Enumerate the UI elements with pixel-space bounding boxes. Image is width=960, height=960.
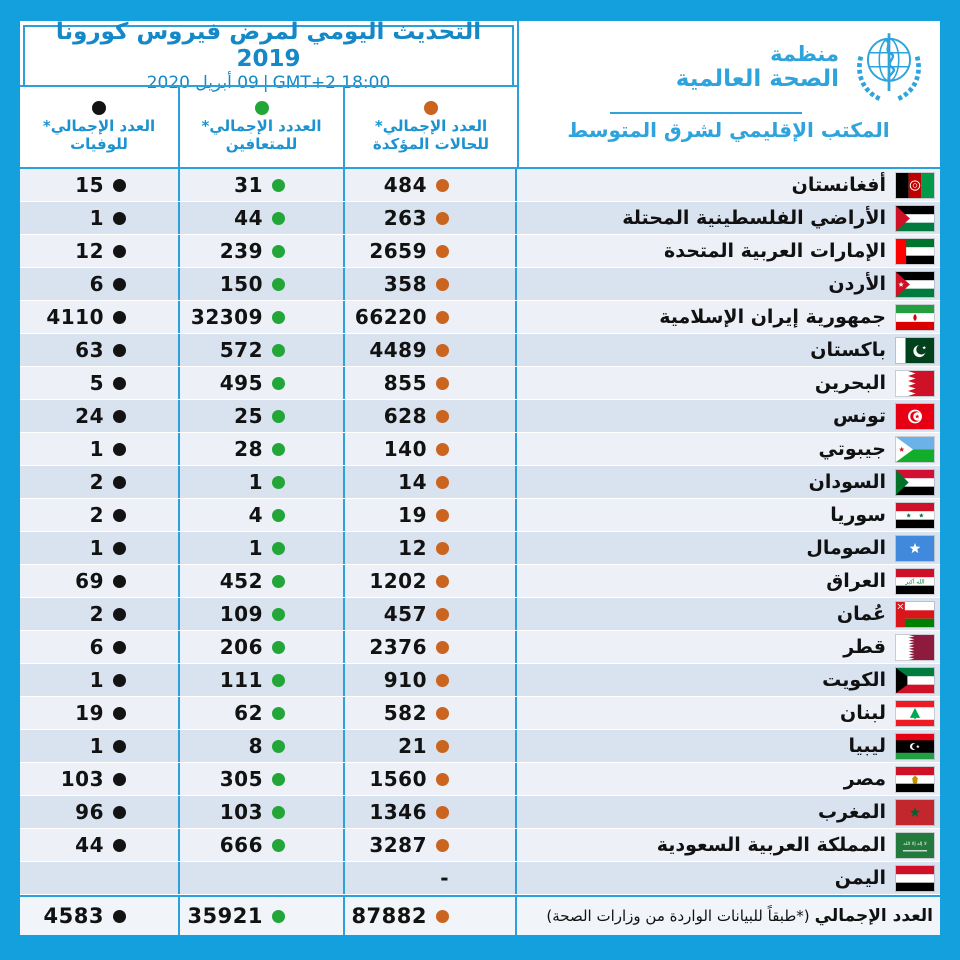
table-row <box>20 169 940 202</box>
country-name: ليبيا <box>848 735 886 757</box>
country-flag-icon <box>896 635 934 660</box>
country-flag-icon <box>896 470 934 495</box>
deaths-dot-icon <box>113 443 126 456</box>
confirmed-value: 14 <box>345 466 517 498</box>
infographic <box>20 21 940 935</box>
recovered-dot-icon <box>272 641 285 654</box>
country-cell <box>517 367 940 399</box>
deaths-dot-icon <box>113 575 126 588</box>
recovered-value: 1 <box>180 466 345 498</box>
top-left-section <box>20 21 517 169</box>
country-cell <box>517 532 940 564</box>
recovered-dot-icon <box>272 377 285 390</box>
deaths-value: 63 <box>20 334 180 366</box>
deaths-dot-icon <box>113 839 126 852</box>
deaths-dot-icon <box>113 179 126 192</box>
country-cell <box>517 169 940 201</box>
deaths-value: 4583 <box>20 897 180 935</box>
deaths-dot-icon <box>113 509 126 522</box>
who-org-name: منظمة الصحة العالمية <box>675 41 839 92</box>
total-row <box>20 895 940 935</box>
column-header-recovered: العددد الإجمالي* للمتعافين <box>180 87 345 169</box>
confirmed-value: 628 <box>345 400 517 432</box>
table-row <box>20 829 940 862</box>
recovered-value: 25 <box>180 400 345 432</box>
deaths-value: 1 <box>20 532 180 564</box>
recovered-dot-icon <box>272 509 285 522</box>
table-row <box>20 400 940 433</box>
recovered-value: 1 <box>180 532 345 564</box>
country-flag-icon <box>896 536 934 561</box>
country-cell <box>517 829 940 861</box>
recovered-value: 109 <box>180 598 345 630</box>
deaths-dot-icon <box>113 344 126 357</box>
confirmed-value: 855 <box>345 367 517 399</box>
table-row <box>20 631 940 664</box>
table-row <box>20 532 940 565</box>
country-name: العراق <box>826 570 886 592</box>
recovered-dot-icon <box>272 476 285 489</box>
deaths-value: 6 <box>20 631 180 663</box>
table-row <box>20 367 940 400</box>
confirmed-dot-icon <box>436 245 449 258</box>
confirmed-dot-icon <box>436 910 449 923</box>
confirmed-dot-icon <box>436 707 449 720</box>
country-cell <box>517 598 940 630</box>
country-cell <box>517 862 940 894</box>
confirmed-value: 1346 <box>345 796 517 828</box>
recovered-value: 4 <box>180 499 345 531</box>
confirmed-dot-icon <box>436 542 449 555</box>
country-flag-icon <box>896 833 934 858</box>
country-cell <box>517 664 940 696</box>
table-row <box>20 334 940 367</box>
recovered-value: 8 <box>180 730 345 762</box>
country-cell <box>517 631 940 663</box>
country-cell <box>517 400 940 432</box>
deaths-value: 2 <box>20 466 180 498</box>
confirmed-value: 582 <box>345 697 517 729</box>
country-cell <box>517 499 940 531</box>
recovered-value: 495 <box>180 367 345 399</box>
country-name: الكويت <box>822 669 886 691</box>
confirmed-value: 457 <box>345 598 517 630</box>
deaths-value: 4110 <box>20 301 180 333</box>
recovered-value: 666 <box>180 829 345 861</box>
deaths-value: 5 <box>20 367 180 399</box>
country-flag-icon <box>896 569 934 594</box>
deaths-dot-icon <box>113 641 126 654</box>
column-header-row <box>20 85 517 169</box>
deaths-dot-icon <box>113 707 126 720</box>
deaths-dot-icon <box>113 740 126 753</box>
country-cell <box>517 235 940 267</box>
confirmed-dot-icon <box>436 278 449 291</box>
recovered-dot-icon <box>272 179 285 192</box>
confirmed-dot-icon <box>436 509 449 522</box>
deaths-dot-icon <box>113 377 126 390</box>
deaths-value: 69 <box>20 565 180 597</box>
page-title: التحديث اليومي لمرض فيروس كورونا 2019 <box>55 21 482 72</box>
country-cell <box>517 301 940 333</box>
deaths-dot-icon <box>113 212 126 225</box>
confirmed-dot-icon <box>436 443 449 456</box>
deaths-value: 2 <box>20 598 180 630</box>
deaths-dot-icon <box>113 542 126 555</box>
deaths-dot-icon <box>113 245 126 258</box>
deaths-dot-icon <box>113 806 126 819</box>
confirmed-dot-icon <box>436 476 449 489</box>
confirmed-dot-icon <box>436 179 449 192</box>
table-row <box>20 433 940 466</box>
recovered-dot-icon <box>272 278 285 291</box>
table-row <box>20 268 940 301</box>
recovered-value: 31 <box>180 169 345 201</box>
deaths-value: 1 <box>20 433 180 465</box>
recovered-dot-icon <box>272 740 285 753</box>
deaths-value: 15 <box>20 169 180 201</box>
country-name: لبنان <box>840 702 886 724</box>
confirmed-value: 21 <box>345 730 517 762</box>
country-flag-icon <box>896 371 934 396</box>
confirmed-value: 87882 <box>345 897 517 935</box>
country-flag-icon <box>896 668 934 693</box>
confirmed-dot-icon <box>436 806 449 819</box>
country-flag-icon <box>896 701 934 726</box>
deaths-value: 19 <box>20 697 180 729</box>
country-cell <box>517 730 940 762</box>
column-header-confirmed: العدد الإجمالي* للحالات المؤكدة <box>345 87 517 169</box>
deaths-dot-icon <box>113 476 126 489</box>
country-flag-icon <box>896 305 934 330</box>
country-name: سوريا <box>830 504 886 526</box>
country-flag-icon <box>896 272 934 297</box>
recovered-dot-icon <box>272 608 285 621</box>
recovered-dot-icon <box>272 674 285 687</box>
recovered-dot-icon <box>272 773 285 786</box>
country-name: اليمن <box>834 867 886 889</box>
confirmed-dot-icon <box>436 344 449 357</box>
country-name: جيبوتي <box>818 438 886 460</box>
country-cell <box>517 268 940 300</box>
country-cell <box>517 334 940 366</box>
recovered-dot-icon <box>272 575 285 588</box>
deaths-value: 24 <box>20 400 180 432</box>
country-name: الأراضي الفلسطينية المحتلة <box>622 207 886 229</box>
country-name: أفغانستان <box>791 174 886 196</box>
country-cell <box>517 433 940 465</box>
country-flag-icon <box>896 866 934 891</box>
deaths-value: 44 <box>20 829 180 861</box>
country-flag-icon <box>896 734 934 759</box>
country-name: الأردن <box>828 273 886 295</box>
recovered-value: 28 <box>180 433 345 465</box>
country-cell <box>517 796 940 828</box>
confirmed-dot-icon <box>424 101 438 115</box>
confirmed-dot-icon <box>436 575 449 588</box>
recovered-dot-icon <box>272 344 285 357</box>
datetime-time: GMT+2 18:00 <box>272 72 391 93</box>
column-header-deaths: العدد الإجمالي* للوفيات <box>20 87 180 169</box>
datetime-separator: | <box>262 72 269 93</box>
confirmed-dot-icon <box>436 641 449 654</box>
recovered-value: 103 <box>180 796 345 828</box>
table-row <box>20 598 940 631</box>
recovered-value: 44 <box>180 202 345 234</box>
recovered-value: 35921 <box>180 897 345 935</box>
country-name: جمهورية إيران الإسلامية <box>659 306 886 328</box>
country-name: عُمان <box>836 603 886 625</box>
country-flag-icon <box>896 602 934 627</box>
deaths-value: 1 <box>20 664 180 696</box>
svg-text:الله أكبر: الله أكبر <box>905 579 925 586</box>
table-row <box>20 565 940 598</box>
country-name: مصر <box>843 768 886 790</box>
table-row <box>20 301 940 334</box>
confirmed-value: 66220 <box>345 301 517 333</box>
table-row <box>20 862 940 895</box>
confirmed-value: 4489 <box>345 334 517 366</box>
country-flag-icon <box>896 503 934 528</box>
country-name: البحرين <box>814 372 886 394</box>
confirmed-value: 910 <box>345 664 517 696</box>
recovered-value: 150 <box>180 268 345 300</box>
country-flag-icon <box>896 173 934 198</box>
confirmed-dot-icon <box>436 608 449 621</box>
country-flag-icon <box>896 206 934 231</box>
confirmed-value: 19 <box>345 499 517 531</box>
table-row <box>20 763 940 796</box>
datetime-date: 09 أبريل 2020 <box>146 72 259 93</box>
deaths-value: 96 <box>20 796 180 828</box>
country-name: تونس <box>832 405 886 427</box>
deaths-value: 2 <box>20 499 180 531</box>
confirmed-dot-icon <box>436 674 449 687</box>
deaths-value: 1 <box>20 202 180 234</box>
recovered-value: 239 <box>180 235 345 267</box>
recovered-value: 111 <box>180 664 345 696</box>
recovered-value: 305 <box>180 763 345 795</box>
table-row <box>20 466 940 499</box>
deaths-dot-icon <box>113 311 126 324</box>
deaths-dot-icon <box>113 410 126 423</box>
recovered-dot-icon <box>272 707 285 720</box>
country-flag-icon <box>896 437 934 462</box>
confirmed-value: 2659 <box>345 235 517 267</box>
recovered-value <box>180 862 345 894</box>
title-box <box>23 21 514 93</box>
recovered-dot-icon <box>272 410 285 423</box>
country-flag-icon <box>896 404 934 429</box>
confirmed-value: 2376 <box>345 631 517 663</box>
country-cell <box>517 202 940 234</box>
total-footnote: (*طبقاً للبيانات الواردة من وزارات الصحة) <box>546 907 810 925</box>
confirmed-value: 1202 <box>345 565 517 597</box>
deaths-value: 12 <box>20 235 180 267</box>
recovered-dot-icon <box>272 245 285 258</box>
recovered-dot-icon <box>272 806 285 819</box>
deaths-value: 6 <box>20 268 180 300</box>
confirmed-value: 358 <box>345 268 517 300</box>
country-name: باكستان <box>810 339 886 361</box>
deaths-dot-icon <box>113 608 126 621</box>
country-flag-icon <box>896 800 934 825</box>
table-row <box>20 796 940 829</box>
deaths-dot-icon <box>113 674 126 687</box>
table-row <box>20 202 940 235</box>
confirmed-dot-icon <box>436 839 449 852</box>
total-label-cell <box>517 897 940 935</box>
recovered-dot-icon <box>255 101 269 115</box>
country-flag-icon <box>896 767 934 792</box>
recovered-dot-icon <box>272 542 285 555</box>
country-cell <box>517 763 940 795</box>
deaths-dot-icon <box>113 773 126 786</box>
deaths-value <box>20 862 180 894</box>
confirmed-dot-icon <box>436 377 449 390</box>
confirmed-dot-icon <box>436 410 449 423</box>
deaths-dot-icon <box>113 910 126 923</box>
confirmed-value: 140 <box>345 433 517 465</box>
confirmed-dot-icon <box>436 212 449 225</box>
deaths-dot-icon <box>113 278 126 291</box>
table-row <box>20 235 940 268</box>
who-office-name: المكتب الإقليمي لشرق المتوسط <box>567 118 890 142</box>
recovered-dot-icon <box>272 311 285 324</box>
recovered-dot-icon <box>272 212 285 225</box>
country-name: المغرب <box>817 801 886 823</box>
recovered-dot-icon <box>272 910 285 923</box>
who-panel <box>517 21 940 169</box>
recovered-value: 452 <box>180 565 345 597</box>
recovered-dot-icon <box>272 839 285 852</box>
country-cell <box>517 565 940 597</box>
who-logo-icon <box>848 27 930 109</box>
confirmed-value: 12 <box>345 532 517 564</box>
confirmed-value: 484 <box>345 169 517 201</box>
total-label: العدد الإجمالي <box>814 906 933 926</box>
deaths-dot-icon <box>92 101 106 115</box>
top-section <box>20 21 940 169</box>
confirmed-dot-icon <box>436 740 449 753</box>
confirmed-value: 1560 <box>345 763 517 795</box>
confirmed-value: - <box>345 862 517 894</box>
confirmed-dot-icon <box>436 311 449 324</box>
who-divider <box>610 112 802 114</box>
country-name: السودان <box>808 471 886 493</box>
table-row <box>20 499 940 532</box>
confirmed-dot-icon <box>436 773 449 786</box>
table-body <box>20 169 940 895</box>
table-row <box>20 730 940 763</box>
confirmed-value: 263 <box>345 202 517 234</box>
country-name: المملكة العربية السعودية <box>656 834 886 856</box>
country-cell <box>517 697 940 729</box>
svg-text:لا إله إلا الله: لا إله إلا الله <box>903 841 927 847</box>
country-flag-icon <box>896 239 934 264</box>
recovered-value: 206 <box>180 631 345 663</box>
recovered-value: 572 <box>180 334 345 366</box>
deaths-value: 1 <box>20 730 180 762</box>
deaths-value: 103 <box>20 763 180 795</box>
recovered-value: 62 <box>180 697 345 729</box>
recovered-value: 32309 <box>180 301 345 333</box>
country-name: الإمارات العربية المتحدة <box>664 240 886 262</box>
table-row <box>20 697 940 730</box>
confirmed-value: 3287 <box>345 829 517 861</box>
table-row <box>20 664 940 697</box>
country-cell <box>517 466 940 498</box>
country-name: الصومال <box>806 537 886 559</box>
country-flag-icon <box>896 338 934 363</box>
recovered-dot-icon <box>272 443 285 456</box>
who-header <box>527 27 930 109</box>
country-name: قطر <box>843 636 886 658</box>
